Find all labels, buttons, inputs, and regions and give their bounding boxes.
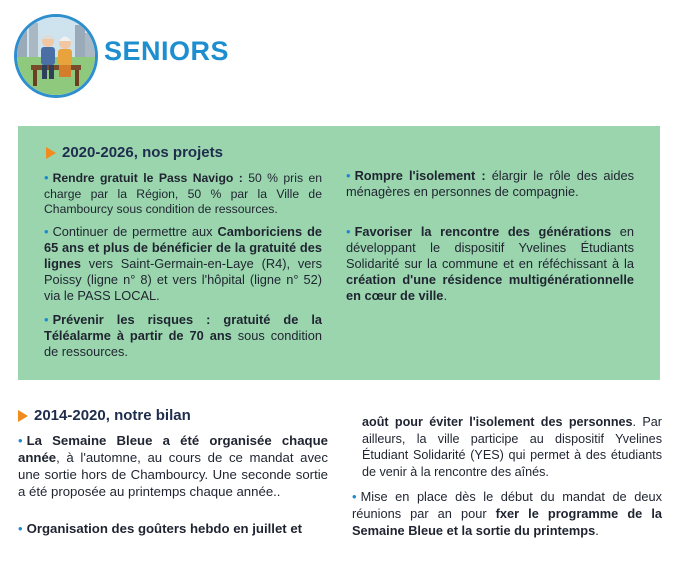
bullet-icon: • bbox=[44, 312, 49, 327]
seniors-avatar bbox=[14, 14, 98, 98]
projet-item-5: • Favoriser la rencontre des générations en développant le dispositif Yvelines Étudiants Solidarité sur la commune et en réféchissant à la création d'une résidence multigénérationnelle en cœur de ville. bbox=[346, 224, 634, 303]
projet-item-1: • Rendre gratuit le Pass Navigo : 50 % pris en charge par la Région, 50 % par la Ville de Chambourcy sous condition de ressources. bbox=[44, 170, 322, 216]
bullet-icon: • bbox=[44, 170, 49, 185]
bullet-icon: • bbox=[18, 433, 23, 448]
bullet-icon: • bbox=[44, 224, 49, 239]
bilan-item-1: • La Semaine Bleue a été organisée chaque année, à l'automne, au cours de ce mandat avec une sortie hors de Chambourcy. Une seconde sortie a été proposée au printemps chaque année.. bbox=[18, 433, 328, 499]
projet-item-3: • Prévenir les risques : gratuité de la Téléalarme à partir de 70 ans sous condition de ressources. bbox=[44, 312, 322, 359]
arrow-right-icon bbox=[46, 147, 56, 159]
projets-heading-text: 2020-2026, nos projets bbox=[62, 144, 223, 161]
arrow-right-icon bbox=[18, 410, 28, 422]
projet-item-4: • Rompre l'isolement : élargir le rôle des aides ménagères en personnes de compagnie. bbox=[346, 168, 634, 199]
bullet-icon: • bbox=[18, 521, 23, 536]
bullet-icon: • bbox=[346, 168, 351, 183]
projet-item-2: • Continuer de permettre aux Camboriciens de 65 ans et plus de bénéficier de la gratuité des lignes vers Saint-Germain-en-Laye (R4), vers Poissy (ligne n° 8) et vers l'hôpital (ligne n° 52) via le PASS LOCAL. bbox=[44, 224, 322, 303]
bullet-icon: • bbox=[346, 224, 351, 239]
bullet-icon: • bbox=[352, 489, 357, 504]
bilan-item-3: • Mise en place dès le début du mandat de deux réunions par an pour fxer le programme de la Semaine Bleue et la sortie du printemps. bbox=[352, 489, 662, 538]
bilan-heading-text: 2014-2020, notre bilan bbox=[34, 407, 191, 424]
page-title: SENIORS bbox=[104, 36, 230, 66]
bilan-item-2: • Organisation des goûters hebdo en juillet et bbox=[18, 521, 303, 536]
bilan-heading bbox=[18, 407, 191, 424]
bilan-item-2-continued: août pour éviter l'isolement des personnes. Par ailleurs, la ville participe au dispositif Yvelines Étudiant Solidarité (YES) qui permet à des étudiants de venir à la rencontre des aînés. bbox=[362, 415, 662, 479]
projets-heading bbox=[46, 144, 223, 161]
